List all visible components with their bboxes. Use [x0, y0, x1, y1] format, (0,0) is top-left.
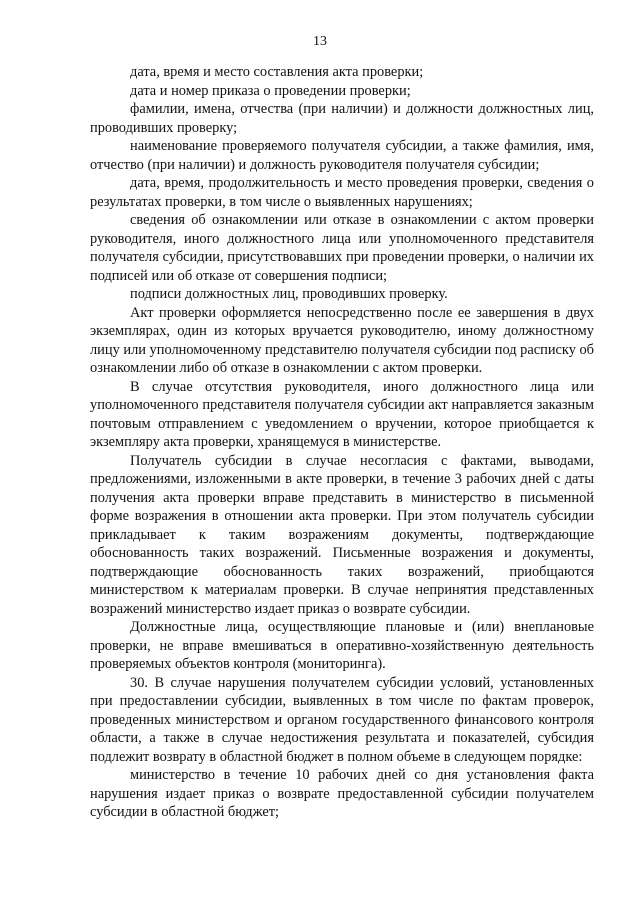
paragraph-refund-order: министерство в течение 10 рабочих дней со дня установления факта нарушения издает приказ о возврате предоставленной субсидии получателем субсидии в областной бюджет;: [90, 767, 594, 820]
list-item-act-date: дата, время и место составления акта проверки;: [130, 64, 424, 80]
list-item-recipient-name: наименование проверяемого получателя субсидии, а также фамилия, имя, отчество (при наличии) и должность руководителя получателя субсидии;: [90, 138, 594, 173]
paragraph-noninterference: Должностные лица, осуществляющие плановые и (или) внеплановые проверки, не вправе вмешиваться в оперативно-хозяйственную деятельность проверяемых объектов контроля (мониторинга).: [90, 619, 594, 672]
paragraph-30-violation: 30. В случае нарушения получателем субсидии условий, установленных при предоставлении субсидии, выявленных в том числе по фактам проверок, проведенных министерством и органом государственного финансового контроля области, а также в случае недостижения результата и показателей, субсидия подлежит возврату в областной бюджет в полном объеме в следующем порядке:: [90, 674, 594, 765]
list-item-inspection-details: дата, время, продолжительность и место проведения проверки, сведения о результатах проверки, в том числе о выявленных нарушениях;: [90, 175, 594, 210]
document-body: [90, 63, 594, 822]
paragraph-objections: Получатель субсидии в случае несогласия с фактами, выводами, предложениями, изложенными в акте проверки, в течение 3 рабочих дней с даты получения акта проверки вправе представить в министерство в письменной форме возражения в отношении акта проверки. При этом получатель субсидии прикладывает к таким возражениям документы, подтверждающие обоснованность таких возражений. Письменные возражения и документы, подтверждающие обоснованность таких возражений, приобщаются министерством к материалам проверки. В случае непринятия представленных возражений министерство издает приказ о возврате субсидии.: [90, 452, 594, 617]
list-item-order-number: дата и номер приказа о проведении проверки;: [130, 82, 411, 99]
list-item-acquaintance-info: сведения об ознакомлении или отказе в ознакомлении с актом проверки руководителя, иного должностного лица или уполномоченного представителя получателя субсидии, присутствовавших при проведении проверки, о наличии их подписей или об отказе от совершения подписи;: [90, 212, 594, 284]
page-number: 13: [313, 34, 327, 49]
list-item-inspector-names: фамилии, имена, отчества (при наличии) и должности должностных лиц, проводивших проверку;: [90, 101, 594, 136]
paragraph-act-execution: Акт проверки оформляется непосредственно после ее завершения в двух экземплярах, один из которых вручается руководителю, иному должностному лицу или уполномоченному представителю получателя субсидии под расписку об ознакомлении либо об отказе в ознакомлении с актом проверки.: [90, 304, 595, 376]
paragraph-act-mailing: В случае отсутствия руководителя, иного должностного лица или уполномоченного представителя получателя субсидии акт направляется заказным почтовым отправлением с уведомлением о вручении, которое приобщается к экземпляру акта проверки, хранящемуся в министерстве.: [90, 378, 594, 450]
list-item-signatures: подписи должностных лиц, проводивших проверку.: [130, 286, 448, 302]
